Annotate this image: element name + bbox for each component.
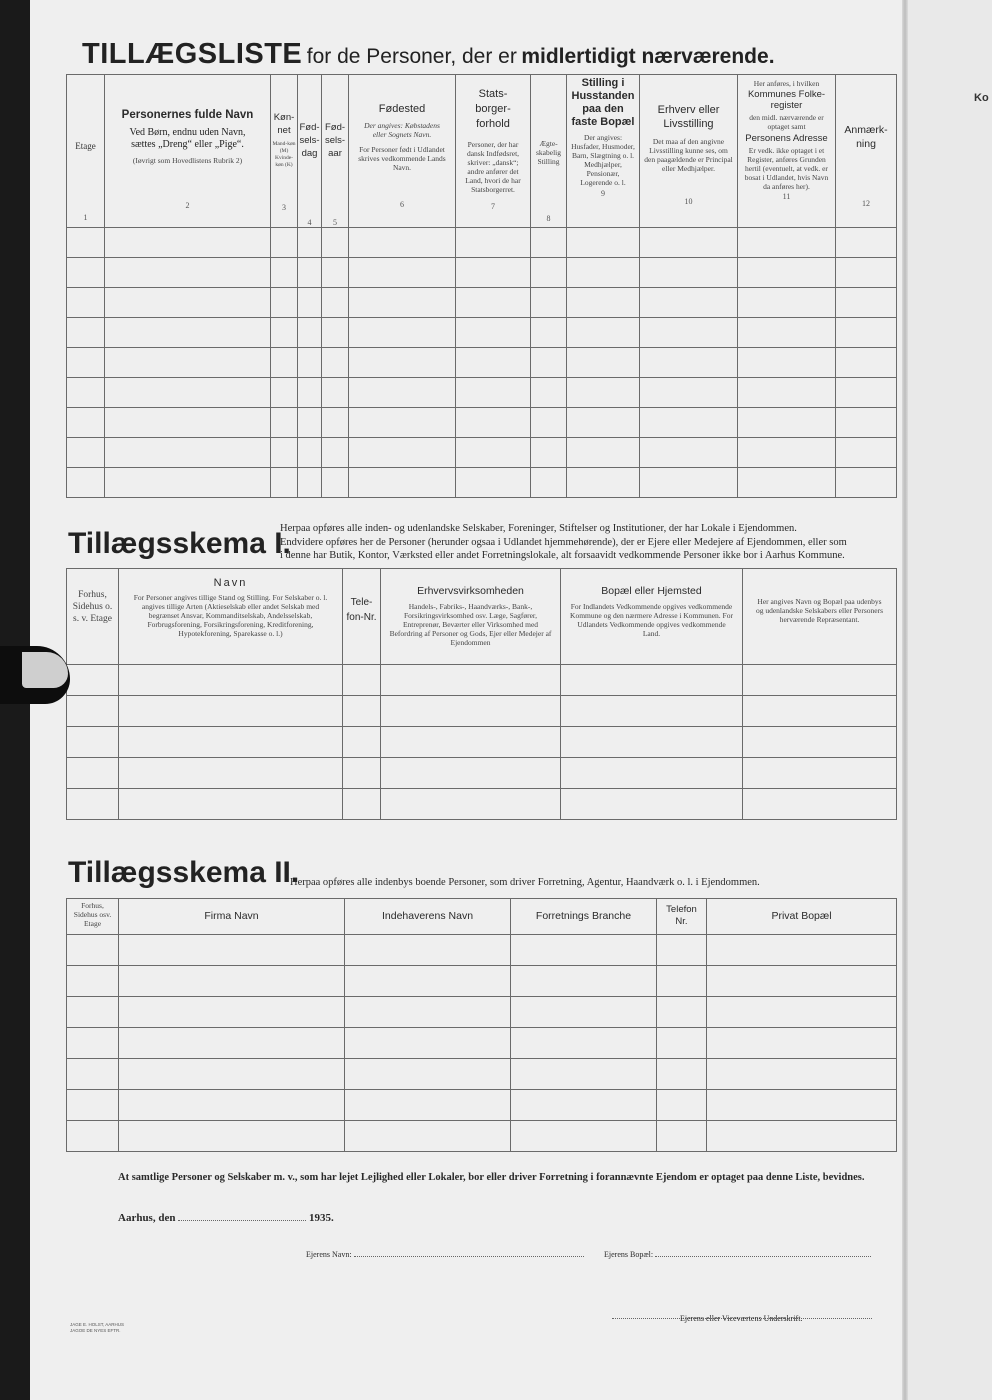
entry-cell[interactable] [511, 935, 657, 966]
entry-cell[interactable] [531, 468, 567, 498]
skema1-col-navn: Navn For Personer angives tillige Stand og Stilling. For Selskaber o. l. angives tillige Arten (Aktieselskab eller andet Selskab med begrænset Ansvar, Kommanditselskab, Andelsselskab, Forbrugsforening, Forsikringsforening, Kreditforening, Hypotekforening, Sparekasse o. l.) [119, 569, 343, 665]
entry-cell[interactable] [298, 228, 322, 258]
table-row [67, 727, 897, 758]
entry-cell[interactable] [67, 258, 105, 288]
table-row [67, 758, 897, 789]
entry-cell[interactable] [836, 378, 897, 408]
entry-cell[interactable] [657, 1059, 707, 1090]
entry-cell[interactable] [67, 408, 105, 438]
table-row [67, 468, 897, 498]
entry-cell[interactable] [531, 258, 567, 288]
skema2-col-indehaver: Indehaverens Navn [345, 899, 511, 935]
printer-line1: JAGE E. HOLST, AARHUS [70, 1322, 125, 1327]
entry-cell[interactable] [640, 228, 738, 258]
entry-cell[interactable] [119, 1028, 345, 1059]
entry-cell[interactable] [67, 758, 119, 789]
entry-cell[interactable] [67, 468, 105, 498]
entry-cell[interactable] [119, 966, 345, 997]
entry-cell[interactable] [298, 288, 322, 318]
entry-cell[interactable] [119, 1121, 345, 1152]
entry-cell[interactable] [343, 789, 381, 820]
entry-cell[interactable] [640, 318, 738, 348]
entry-cell[interactable] [345, 1121, 511, 1152]
entry-cell[interactable] [271, 438, 298, 468]
entry-cell[interactable] [511, 966, 657, 997]
entry-cell[interactable] [67, 727, 119, 758]
col-stilling: Stilling i Husstanden paa den faste Bopæl Der angives: Husfader, Husmoder, Barn, Slægtning o. l. Medhjælper, Pensionær, Logerende o. l. 9 [567, 75, 640, 228]
entry-cell[interactable] [567, 318, 640, 348]
col-fodested: Fødested Der angives: Købstadens eller Sognets Navn. For Personer født i Udlandet skrives vedkommende Lands Navn. 6 [349, 75, 456, 228]
entry-cell[interactable] [657, 1121, 707, 1152]
entry-cell[interactable] [657, 1090, 707, 1121]
entry-cell[interactable] [271, 288, 298, 318]
table-row [67, 997, 897, 1028]
table-row [67, 438, 897, 468]
facing-page-fragment: Ko [974, 92, 989, 104]
entry-cell[interactable] [743, 696, 897, 727]
entry-cell[interactable] [640, 378, 738, 408]
entry-cell[interactable] [456, 348, 531, 378]
title-mid: for de Personer, der er [306, 45, 517, 68]
thumb [0, 646, 70, 704]
col-folkeregister: Her anføres, i hvilken Kommunes Folke-register den midl. nærværende er optaget samt Personens Adresse Er vedk. ikke optaget i et Register, anføres Grunden hertil (eventuelt, at vedk. er bosat i Udlandet, hvis Navn da anføres her). 11 [738, 75, 836, 228]
col-erhverv: Erhverv eller Livsstilling Det maa af den angivne Livsstilling kunne ses, om den paagældende er Principal eller Medhjælper. 10 [640, 75, 738, 228]
signature-label: Ejerens eller Viceværtens Underskrift. [680, 1314, 803, 1323]
entry-cell[interactable] [836, 348, 897, 378]
entry-cell[interactable] [738, 288, 836, 318]
entry-cell[interactable] [456, 258, 531, 288]
entry-cell[interactable] [105, 258, 271, 288]
entry-cell[interactable] [271, 228, 298, 258]
skema1-col-erhverv: Erhvervsvirksomheden Handels-, Fabriks-, Haandværks-, Bank-, Forsikringsvirksomhed osv. Læge, Sagfører, Entreprenør, Beværter eller Virksomhed med Befordring af Personer og Gods, Ejer eller Medejer af Ejendommen [381, 569, 561, 665]
entry-cell[interactable] [381, 758, 561, 789]
entry-cell[interactable] [640, 438, 738, 468]
entry-cell[interactable] [707, 966, 897, 997]
skema1-intro [280, 522, 900, 563]
entry-cell[interactable] [343, 758, 381, 789]
entry-cell[interactable] [67, 348, 105, 378]
entry-cell[interactable] [67, 935, 119, 966]
skema1-col-bopael: Bopæl eller Hjemsted For Indlandets Vedkommende opgives vedkommende Kommune og den nærmere Adresse i Kommunen. For Udlandets Vedkommende opgives vedkommende Land. [561, 569, 743, 665]
skema1-col-telefon: Tele-fon-Nr. [343, 569, 381, 665]
owner-address-label: Ejerens Bopæl: [604, 1250, 654, 1259]
entry-cell[interactable] [456, 288, 531, 318]
entry-cell[interactable] [511, 1090, 657, 1121]
table-row [67, 258, 897, 288]
entry-cell[interactable] [345, 1090, 511, 1121]
entry-cell[interactable] [349, 258, 456, 288]
entry-cell[interactable] [836, 468, 897, 498]
entry-cell[interactable] [640, 348, 738, 378]
entry-cell[interactable] [67, 696, 119, 727]
entry-cell[interactable] [119, 997, 345, 1028]
entry-cell[interactable] [105, 378, 271, 408]
entry-cell[interactable] [836, 408, 897, 438]
entry-cell[interactable] [271, 378, 298, 408]
table-row [67, 789, 897, 820]
entry-cell[interactable] [298, 378, 322, 408]
entry-cell[interactable] [345, 1028, 511, 1059]
entry-cell[interactable] [567, 258, 640, 288]
entry-cell[interactable] [738, 408, 836, 438]
entry-cell[interactable] [119, 665, 343, 696]
entry-cell[interactable] [119, 1090, 345, 1121]
entry-cell[interactable] [349, 348, 456, 378]
entry-cell[interactable] [105, 318, 271, 348]
entry-cell[interactable] [345, 935, 511, 966]
entry-cell[interactable] [511, 1059, 657, 1090]
skema2-table [66, 898, 897, 1152]
entry-cell[interactable] [67, 1059, 119, 1090]
entry-cell[interactable] [349, 318, 456, 348]
col-etage: Etage 1 [67, 75, 105, 228]
entry-cell[interactable] [381, 727, 561, 758]
entry-cell[interactable] [707, 1028, 897, 1059]
skema1-table [66, 568, 897, 820]
col-aegteskab: Ægte-skabelig Stilling 8 [531, 75, 567, 228]
entry-cell[interactable] [67, 665, 119, 696]
entry-cell[interactable] [531, 348, 567, 378]
table-row [67, 966, 897, 997]
entry-cell[interactable] [345, 1059, 511, 1090]
entry-cell[interactable] [322, 288, 349, 318]
entry-cell[interactable] [67, 378, 105, 408]
entry-cell[interactable] [707, 1059, 897, 1090]
entry-cell[interactable] [322, 438, 349, 468]
entry-cell[interactable] [67, 1028, 119, 1059]
footer-place [118, 1212, 334, 1224]
entry-cell[interactable] [561, 727, 743, 758]
entry-cell[interactable] [105, 228, 271, 258]
entry-cell[interactable] [561, 696, 743, 727]
owner-address-field[interactable] [655, 1256, 871, 1257]
entry-cell[interactable] [738, 438, 836, 468]
col-statsborger: Stats-borger-forhold Personer, der har dansk Indfødsret, skriver: „dansk“; andre anfører det Land, hvori de har Statsborgerret. 7 [456, 75, 531, 228]
entry-cell[interactable] [738, 348, 836, 378]
skema2-col-telefon: Telefon Nr. [657, 899, 707, 935]
entry-cell[interactable] [640, 288, 738, 318]
skema1-intro-line3: i denne har Butik, Kontor, Værksted eller andet Forretningslokale, alt forsaavidt vedkommende Personer ikke bor i Aarhus Kommune. [280, 550, 845, 561]
entry-cell[interactable] [836, 318, 897, 348]
entry-cell[interactable] [271, 318, 298, 348]
table-row [67, 665, 897, 696]
col-fodselsaar: Fød-sels-aar 5 [322, 75, 349, 228]
entry-cell[interactable] [567, 348, 640, 378]
entry-cell[interactable] [531, 288, 567, 318]
entry-cell[interactable] [349, 408, 456, 438]
entry-cell[interactable] [343, 665, 381, 696]
entry-cell[interactable] [298, 318, 322, 348]
skema1-intro-line2: Endvidere opføres her de Personer (herunder ogsaa i Udlandet hjemmehørende), der er Ejere eller Medejere af Ejendommen, eller som [280, 536, 847, 548]
entry-cell[interactable] [531, 378, 567, 408]
entry-cell[interactable] [456, 468, 531, 498]
entry-cell[interactable] [271, 468, 298, 498]
entry-cell[interactable] [67, 789, 119, 820]
entry-cell[interactable] [119, 789, 343, 820]
table-row [67, 318, 897, 348]
entry-cell[interactable] [105, 288, 271, 318]
entry-cell[interactable] [657, 997, 707, 1028]
entry-cell[interactable] [567, 228, 640, 258]
skema1-col-etage: Forhus, Sidehus o. s. v. Etage [67, 569, 119, 665]
entry-cell[interactable] [640, 468, 738, 498]
title-bold: midlertidigt nærværende. [521, 45, 775, 68]
entry-cell[interactable] [119, 696, 343, 727]
entry-cell[interactable] [105, 468, 271, 498]
entry-cell[interactable] [738, 258, 836, 288]
table-row [67, 696, 897, 727]
skema2-header-row [67, 899, 897, 935]
entry-cell[interactable] [343, 696, 381, 727]
entry-cell[interactable] [531, 228, 567, 258]
entry-cell[interactable] [657, 966, 707, 997]
skema2-heading: Tillægsskema II. [68, 856, 300, 889]
entry-cell[interactable] [67, 1121, 119, 1152]
skema1-col-repraesentant: Her angives Navn og Bopæl paa udenbys og udenlandske Selskabers eller Personers herværende Repræsentant. [743, 569, 897, 665]
table-row [67, 378, 897, 408]
entry-cell[interactable] [456, 408, 531, 438]
skema1-heading: Tillægsskema I. [68, 527, 291, 560]
table-row [67, 1121, 897, 1152]
entry-cell[interactable] [836, 288, 897, 318]
entry-cell[interactable] [349, 438, 456, 468]
entry-cell[interactable] [322, 318, 349, 348]
entry-cell[interactable] [345, 966, 511, 997]
entry-cell[interactable] [271, 348, 298, 378]
entry-cell[interactable] [298, 348, 322, 378]
entry-cell[interactable] [511, 997, 657, 1028]
entry-cell[interactable] [511, 1028, 657, 1059]
col-anmaerkning: Anmærk-ning 12 [836, 75, 897, 228]
entry-cell[interactable] [531, 438, 567, 468]
col-fodselsdag: Fød-sels-dag 4 [298, 75, 322, 228]
entry-cell[interactable] [381, 789, 561, 820]
skema2-col-bopael: Privat Bopæl [707, 899, 897, 935]
entry-cell[interactable] [345, 997, 511, 1028]
table-row [67, 288, 897, 318]
entry-cell[interactable] [567, 468, 640, 498]
entry-cell[interactable] [707, 1090, 897, 1121]
entry-cell[interactable] [298, 468, 322, 498]
owner-name-line [306, 1250, 584, 1259]
entry-cell[interactable] [567, 288, 640, 318]
entry-cell[interactable] [561, 758, 743, 789]
table-row [67, 1028, 897, 1059]
entry-cell[interactable] [67, 1090, 119, 1121]
entry-cell[interactable] [349, 288, 456, 318]
entry-cell[interactable] [119, 1059, 345, 1090]
entry-cell[interactable] [567, 378, 640, 408]
entry-cell[interactable] [836, 228, 897, 258]
entry-cell[interactable] [271, 408, 298, 438]
footer-statement: At samtlige Personer og Selskaber m. v., som har lejet Lejlighed eller Lokaler, bor eller driver Forretning i forannævnte Ejendom er optaget paa denne Liste, bevidnes. [118, 1172, 865, 1183]
entry-cell[interactable] [738, 318, 836, 348]
entry-cell[interactable] [67, 997, 119, 1028]
entry-cell[interactable] [105, 408, 271, 438]
owner-name-field[interactable] [354, 1256, 584, 1257]
table-row [67, 408, 897, 438]
entry-cell[interactable] [657, 1028, 707, 1059]
table-row [67, 228, 897, 258]
entry-cell[interactable] [322, 408, 349, 438]
entry-cell[interactable] [456, 438, 531, 468]
entry-cell[interactable] [836, 258, 897, 288]
tillaegsliste-table [66, 74, 897, 498]
entry-cell[interactable] [640, 258, 738, 288]
skema1-header-row [67, 569, 897, 665]
owner-name-label: Ejerens Navn: [306, 1250, 352, 1259]
entry-cell[interactable] [298, 258, 322, 288]
skema2-intro: Herpaa opføres alle indenbys boende Personer, som driver Forretning, Agentur, Haandværk o. l. i Ejendommen. [290, 877, 760, 888]
entry-cell[interactable] [322, 378, 349, 408]
page-title [82, 38, 775, 71]
entry-cell[interactable] [836, 438, 897, 468]
entry-cell[interactable] [119, 727, 343, 758]
entry-cell[interactable] [511, 1121, 657, 1152]
entry-cell[interactable] [322, 258, 349, 288]
entry-cell[interactable] [456, 228, 531, 258]
entry-cell[interactable] [67, 966, 119, 997]
col-navn: Personernes fulde Navn Ved Børn, endnu uden Navn, sættes „Dreng“ eller „Pige“. (Iøvrigt som Hovedlistens Rubrik 2) 2 [105, 75, 271, 228]
table-row [67, 935, 897, 966]
entry-cell[interactable] [322, 348, 349, 378]
entry-cell[interactable] [743, 758, 897, 789]
entry-cell[interactable] [119, 935, 345, 966]
skema2-col-branche: Forretnings Branche [511, 899, 657, 935]
entry-cell[interactable] [105, 438, 271, 468]
title-main: TILLÆGSLISTE [82, 38, 303, 70]
owner-address-line [604, 1250, 871, 1259]
skema2-col-etage: Forhus, Sidehus osv. Etage [67, 899, 119, 935]
entry-cell[interactable] [743, 665, 897, 696]
entry-cell[interactable] [640, 408, 738, 438]
table-row [67, 1059, 897, 1090]
date-field[interactable] [178, 1220, 306, 1221]
entry-cell[interactable] [567, 408, 640, 438]
col-kon: Køn-net Mand-køn (M) Kvinde-køn (K) 3 [271, 75, 298, 228]
entry-cell[interactable] [707, 935, 897, 966]
entry-cell[interactable] [738, 228, 836, 258]
entry-cell[interactable] [67, 288, 105, 318]
entry-cell[interactable] [67, 228, 105, 258]
entry-cell[interactable] [567, 438, 640, 468]
entry-cell[interactable] [738, 468, 836, 498]
entry-cell[interactable] [322, 228, 349, 258]
entry-cell[interactable] [67, 438, 105, 468]
entry-cell[interactable] [67, 318, 105, 348]
entry-cell[interactable] [743, 789, 897, 820]
entry-cell[interactable] [381, 696, 561, 727]
entry-cell[interactable] [271, 258, 298, 288]
table-row [67, 1090, 897, 1121]
printer-line2: JAGOE DE NYES EFTR. [70, 1328, 121, 1333]
entry-cell[interactable] [119, 758, 343, 789]
entry-cell[interactable] [531, 408, 567, 438]
entry-cell[interactable] [349, 468, 456, 498]
skema2-col-firma: Firma Navn [119, 899, 345, 935]
entry-cell[interactable] [531, 318, 567, 348]
entry-cell[interactable] [105, 348, 271, 378]
entry-cell[interactable] [738, 378, 836, 408]
entry-cell[interactable] [561, 789, 743, 820]
entry-cell[interactable] [456, 378, 531, 408]
entry-cell[interactable] [707, 997, 897, 1028]
table-header-row [67, 75, 897, 228]
footer-place-label: Aarhus, den [118, 1212, 176, 1224]
thumbnail [22, 652, 68, 688]
entry-cell[interactable] [707, 1121, 897, 1152]
facing-page [908, 0, 992, 1400]
entry-cell[interactable] [298, 438, 322, 468]
entry-cell[interactable] [381, 665, 561, 696]
table-row [67, 348, 897, 378]
printer-mark [70, 1322, 124, 1334]
entry-cell[interactable] [743, 727, 897, 758]
skema1-intro-line1: Herpaa opføres alle inden- og udenlandske Selskaber, Foreninger, Stiftelser og Institutioner, der har Lokale i Ejendommen. [280, 523, 797, 534]
entry-cell[interactable] [298, 408, 322, 438]
entry-cell[interactable] [349, 378, 456, 408]
entry-cell[interactable] [322, 468, 349, 498]
entry-cell[interactable] [561, 665, 743, 696]
footer-year: 1935. [308, 1212, 334, 1224]
entry-cell[interactable] [349, 228, 456, 258]
entry-cell[interactable] [343, 727, 381, 758]
entry-cell[interactable] [657, 935, 707, 966]
entry-cell[interactable] [456, 318, 531, 348]
